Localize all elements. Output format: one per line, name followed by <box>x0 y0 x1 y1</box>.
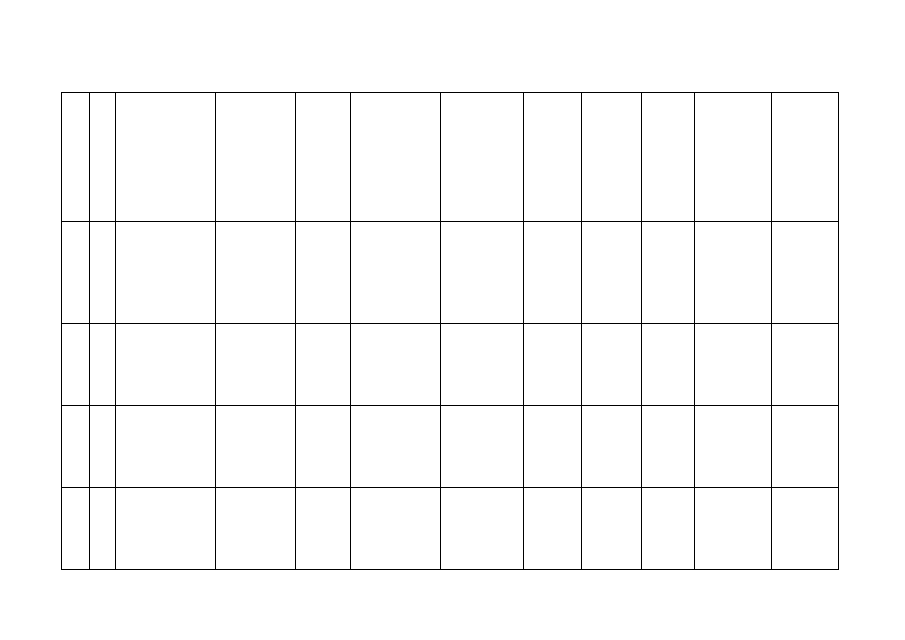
row-index-cell <box>62 488 90 570</box>
address-cell <box>216 222 296 324</box>
material-cell <box>524 488 582 570</box>
operator-cell <box>441 488 524 570</box>
site-number-cell <box>90 406 116 488</box>
operator-cell <box>441 93 524 222</box>
site-number-cell <box>90 488 116 570</box>
fence-cell <box>772 93 839 222</box>
district-cell <box>116 222 216 324</box>
table-row <box>62 406 839 488</box>
purpose-cell <box>296 324 351 406</box>
surface-cell <box>695 406 772 488</box>
surface-cell <box>695 222 772 324</box>
owner-cell <box>351 406 441 488</box>
material-cell <box>524 406 582 488</box>
table-row <box>62 324 839 406</box>
purpose-cell <box>296 93 351 222</box>
table-row <box>62 488 839 570</box>
container-count-cell <box>582 93 642 222</box>
district-cell <box>116 488 216 570</box>
fence-cell <box>772 406 839 488</box>
site-number-cell <box>90 222 116 324</box>
container-count-cell <box>582 488 642 570</box>
container-volume-cell <box>642 93 695 222</box>
container-count-cell <box>582 324 642 406</box>
address-cell <box>216 488 296 570</box>
row-index-cell <box>62 93 90 222</box>
container-volume-cell <box>642 406 695 488</box>
site-number-cell <box>90 324 116 406</box>
container-volume-cell <box>642 222 695 324</box>
row-index-cell <box>62 222 90 324</box>
owner-cell <box>351 488 441 570</box>
district-cell <box>116 406 216 488</box>
site-number-cell <box>90 93 116 222</box>
address-cell <box>216 324 296 406</box>
table-row <box>62 93 839 222</box>
address-cell <box>216 406 296 488</box>
waste-site-registry-table <box>61 92 839 570</box>
district-cell <box>116 324 216 406</box>
container-volume-cell <box>642 488 695 570</box>
fence-cell <box>772 222 839 324</box>
operator-cell <box>441 222 524 324</box>
container-count-cell <box>582 406 642 488</box>
district-cell <box>116 93 216 222</box>
material-cell <box>524 93 582 222</box>
owner-cell <box>351 222 441 324</box>
surface-cell <box>695 324 772 406</box>
operator-cell <box>441 324 524 406</box>
fence-cell <box>772 488 839 570</box>
owner-cell <box>351 324 441 406</box>
operator-cell <box>441 406 524 488</box>
purpose-cell <box>296 222 351 324</box>
row-index-cell <box>62 324 90 406</box>
purpose-cell <box>296 488 351 570</box>
purpose-cell <box>296 406 351 488</box>
material-cell <box>524 222 582 324</box>
surface-cell <box>695 488 772 570</box>
container-count-cell <box>582 222 642 324</box>
fence-cell <box>772 324 839 406</box>
material-cell <box>524 324 582 406</box>
table-row <box>62 222 839 324</box>
container-volume-cell <box>642 324 695 406</box>
owner-cell <box>351 93 441 222</box>
surface-cell <box>695 93 772 222</box>
row-index-cell <box>62 406 90 488</box>
address-cell <box>216 93 296 222</box>
